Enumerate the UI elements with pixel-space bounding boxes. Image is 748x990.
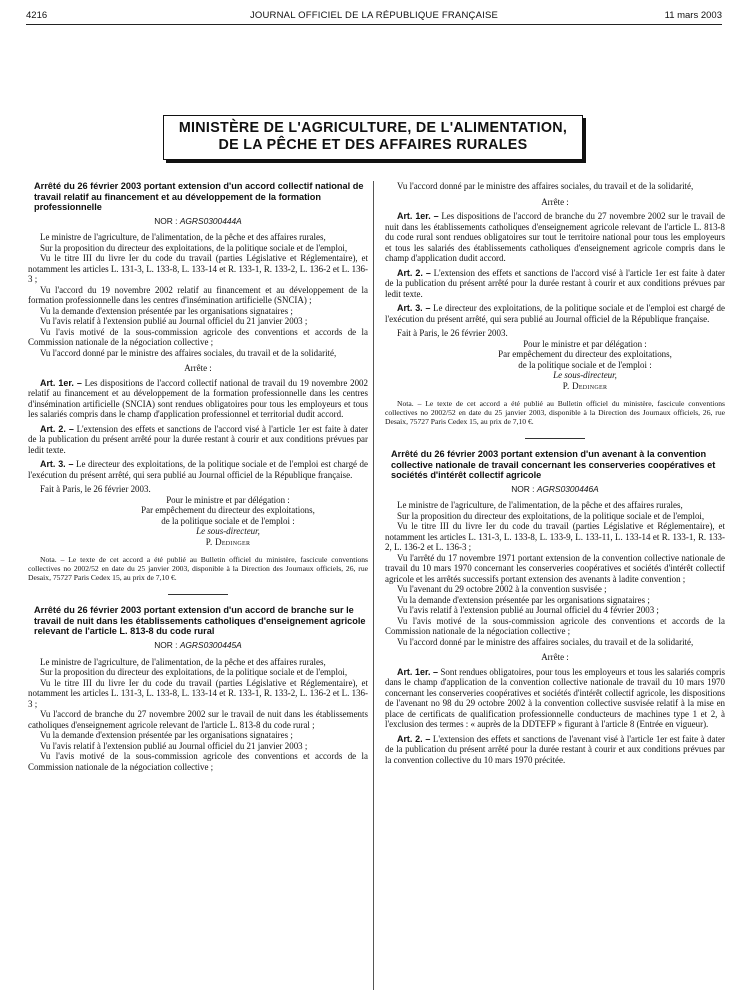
- article-text: Les dispositions de l'accord de branche du 27 novembre 2002 sur le travail de nuit dans les établissements catholiques d'enseignement agricole relevant de l'article L. 813-8 du code rural sont rendues obligatoires sur tout le territoire national pour tous les employeurs et tous les salariés des établissements catholiques d'enseignement agricole compris dans le champ d'application dudit accord.: [385, 211, 725, 263]
- paragraph: Vu la demande d'extension présentée par les organisations signataires ;: [397, 594, 650, 605]
- ministry-line-2: DE LA PÊCHE ET DES AFFAIRES RURALES: [218, 137, 528, 153]
- signatory-name: P. Dedinger: [562, 380, 608, 391]
- paragraph: Vu l'avis motivé de la sous-commission agricole des conventions et accords de la Commission nationale de la négociation collective ;: [28, 326, 368, 348]
- nor-label: NOR :: [511, 483, 537, 494]
- nor-code: AGRS0300446A: [536, 483, 599, 494]
- paragraph: Vu l'avis motivé de la sous-commission agricole des conventions et accords de la Commission nationale de la négociation collective ;: [385, 615, 725, 637]
- article-2: [385, 268, 725, 300]
- arrete-3-title: Arrêté du 26 février 2003 portant extension d'un avenant à la convention collective nationale de travail concernant les conserveries coopératives et sociétés d'intérêt collectif agricole: [391, 449, 716, 481]
- issue-date: 11 mars 2003: [664, 10, 722, 21]
- article-text: L'extension des effets et sanctions de l'accord visé à l'article 1er est faite à dater de la publication du présent arrêté pour la durée restant à courir et aux conditions prévues par ledit texte.: [28, 423, 368, 455]
- signatory-name: P. Dedinger: [205, 536, 251, 547]
- paragraph: Vu l'avis relatif à l'extension publié au Journal officiel du 4 février 2003 ;: [397, 605, 659, 616]
- paragraph: Vu la demande d'extension présentée par les organisations signataires ;: [40, 730, 293, 741]
- signature-line: Par empêchement du directeur des exploitations,: [141, 505, 315, 516]
- nor-code: AGRS0300445A: [179, 640, 242, 651]
- article-text: Le directeur des exploitations, de la politique sociale et de l'emploi est chargé de l'exécution du présent arrêté, qui sera publié au Journal officiel de la République française.: [385, 303, 725, 324]
- paragraph: Vu l'avis relatif à l'extension publié au Journal officiel du 21 janvier 2003 ;: [40, 740, 308, 751]
- paragraph: Vu l'accord donné par le ministre des affaires sociales, du travail et de la solidarité,: [40, 347, 337, 358]
- article-label: Art. 2. –: [397, 267, 431, 278]
- arrete-2: [28, 605, 368, 772]
- arrete-3: [385, 449, 725, 765]
- arrete-heading: Arrête :: [184, 363, 212, 374]
- article-text: L'extension des effets et sanctions de l'accord visé à l'article 1er est faite à dater de la publication du présent arrêté pour la durée restant à courir et aux conditions prévues par ledit texte.: [385, 267, 725, 299]
- article-label: Art. 1er. –: [40, 377, 82, 388]
- left-column: [28, 181, 368, 772]
- paragraph: Vu le titre III du livre Ier du code du travail (parties Législative et Réglementaire), et notamment les articles L. 131-3, L. 133-8, L. 133-9, L. 133-11, L. 133-14 et R. 133-1, R. 133-2, L. 136-2 et L. 136-3 ;: [385, 521, 725, 553]
- paragraph: Vu l'accord donné par le ministre des affaires sociales, du travail et de la solidarité,: [397, 181, 694, 191]
- paragraph: Sur la proposition du directeur des exploitations, de la politique sociale et de l'emploi,: [40, 667, 348, 678]
- article-3: [28, 459, 368, 480]
- paragraph: Sur la proposition du directeur des exploitations, de la politique sociale et de l'emploi,: [397, 510, 705, 521]
- arrete-3-nor: [385, 484, 725, 495]
- paragraph: Le ministre de l'agriculture, de l'alimentation, de la pêche et des affaires rurales,: [40, 232, 326, 243]
- nor-label: NOR :: [154, 215, 180, 226]
- arrete-heading: Arrête :: [541, 196, 569, 207]
- article-1: [28, 378, 368, 420]
- article-2: [28, 424, 368, 456]
- article-label: Art. 3. –: [40, 459, 74, 470]
- right-column: [385, 181, 725, 765]
- arrete-2-nor: [28, 640, 368, 651]
- paragraph: Vu le titre III du livre Ier du code du travail (parties Législative et Réglementaire), et notamment les articles L. 131-3, L. 133-8, L. 133-14 et R. 133-1, R. 133-2, L. 136-2 et L. 136-3 ;: [28, 677, 368, 709]
- paragraph: Vu l'avis motivé de la sous-commission agricole des conventions et accords de la Commission nationale de la négociation collective ;: [28, 751, 368, 772]
- signature-title: Le sous-directeur,: [196, 526, 260, 537]
- arrete-heading: Arrête :: [541, 652, 569, 663]
- signature-place-date: Fait à Paris, le 26 février 2003.: [40, 484, 151, 495]
- nota: Nota. – Le texte de cet accord a été publié au Bulletin officiel du ministère, fascicule conventions collectives no 2002/52 en date du 25 janvier 2003, disponible à la Direction des Journaux officiels, 26, rue Desaix, 75727 Paris Cedex 15, au prix de 7,10 €.: [385, 399, 725, 426]
- arrete-2-continued: [385, 181, 725, 426]
- paragraph: Vu le titre III du livre Ier du code du travail (parties Législative et Réglementaire), et notamment les articles L. 131-3, L. 133-8, L. 133-14 et R. 133-1, R. 133-2, L. 136-2 et L. 136-3 ;: [28, 253, 368, 285]
- paragraph: Le ministre de l'agriculture, de l'alimentation, de la pêche et des affaires rurales,: [40, 656, 326, 667]
- arrete-2-title: Arrêté du 26 février 2003 portant extension d'un accord de branche sur le travail de nuit dans les établissements catholiques d'enseignement agricole relevant de l'article L. 813-8 du code rural: [34, 605, 366, 637]
- signature-line: de la politique sociale et de l'emploi :: [518, 359, 652, 370]
- ministry-line-1: MINISTÈRE DE L'AGRICULTURE, DE L'ALIMENTATION,: [178, 120, 568, 136]
- signature-line: Pour le ministre et par délégation :: [523, 338, 647, 349]
- article-text: Le directeur des exploitations, de la politique sociale et de l'emploi est chargé de l'exécution du présent arrêté, qui sera publié au Journal officiel de la République française.: [28, 459, 368, 480]
- nota: Nota. – Le texte de cet accord a été publié au Bulletin officiel du ministère, fascicule conventions collectives no 2002/52 en date du 25 janvier 2003, disponible à la Direction des Journaux officiels, 26, rue Desaix, 75727 Paris Cedex 15, au prix de 7,10 €.: [28, 555, 368, 583]
- article-label: Art. 2. –: [40, 423, 74, 434]
- article-label: Art. 3. –: [397, 303, 431, 313]
- article-text: Sont rendues obligatoires, pour tous les employeurs et tous les salariés compris dans le champ d'application de la convention collective nationale de travail du 10 mars 1970 concernant les conserveries coopératives et sociétés d'intérêt collectif agricole, les dispositions de l'avenant no 98 du 29 octobre 2002 à la convention collective susvisée relatif à la mise en place de certificats de qualification professionnelle conducteurs de machines type 1 et 2, à l'exclusion des termes : « auprès de la DDTEFP » figurant à l'article 8 (Entrée en vigueur).: [385, 666, 725, 730]
- section-separator: [168, 594, 228, 595]
- section-separator: [525, 438, 585, 439]
- paragraph: Vu l'accord de branche du 27 novembre 2002 sur le travail de nuit dans les établissements catholiques d'enseignement agricole relevant de l'article L. 813-8 du code rural ;: [28, 709, 368, 730]
- paragraph: Vu l'accord donné par le ministre des affaires sociales, du travail et de la solidarité,: [397, 636, 694, 647]
- arrete-1-nor: [28, 216, 368, 227]
- column-divider: [373, 181, 374, 990]
- arrete-1-title: Arrêté du 26 février 2003 portant extension d'un accord collectif national de travail relatif au financement et au développement de la formation professionnelle: [34, 181, 364, 213]
- header-rule: [26, 24, 722, 25]
- signature-line: Pour le ministre et par délégation :: [166, 494, 290, 505]
- article-label: Art. 1er. –: [397, 666, 439, 677]
- nor-label: NOR :: [154, 640, 180, 651]
- article-label: Art. 1er. –: [397, 211, 439, 221]
- paragraph: Vu l'arrêté du 17 novembre 1971 portant extension de la convention collective nationale de travail du 10 mars 1970 concernant les conserveries coopératives et sociétés d'intérêt collectif agricole et les arrêtés successifs portant extension des avenants à ladite convention ;: [385, 552, 725, 584]
- article-3: [385, 303, 725, 324]
- article-1: [385, 211, 725, 264]
- ministry-box: [163, 115, 583, 160]
- paragraph: Vu l'avis relatif à l'extension publié au Journal officiel du 21 janvier 2003 ;: [40, 316, 308, 327]
- signature-line: de la politique sociale et de l'emploi :: [161, 515, 295, 526]
- article-2: [385, 734, 725, 766]
- page-number: 4216: [26, 10, 48, 21]
- paragraph: Sur la proposition du directeur des exploitations, de la politique sociale et de l'emploi,: [40, 242, 348, 253]
- page-header: [26, 7, 722, 23]
- article-label: Art. 2. –: [397, 733, 431, 744]
- paragraph: Vu l'accord du 19 novembre 2002 relatif au financement et au développement de la formation professionnelle dans les centres d'insémination artificielle (SNCIA) ;: [28, 284, 368, 306]
- paragraph: Le ministre de l'agriculture, de l'alimentation, de la pêche et des affaires rurales,: [397, 500, 683, 511]
- paragraph: Vu la demande d'extension présentée par les organisations signataires ;: [40, 305, 293, 316]
- article-text: Les dispositions de l'accord collectif national de travail du 19 novembre 2002 relatif au financement et au développement de la formation professionnelle dans les centres d'insémination artificielle (SNCIA) sont rendues obligatoires pour tous les employeurs et tous les salariés compris dans le champ d'application professionnel et territorial dudit accord.: [28, 377, 368, 420]
- paragraph: Vu l'avenant du 29 octobre 2002 à la convention susvisée ;: [397, 584, 607, 595]
- journal-title: JOURNAL OFFICIEL DE LA RÉPUBLIQUE FRANÇAISE: [249, 10, 499, 21]
- signature-title: Le sous-directeur,: [553, 370, 617, 380]
- article-text: L'extension des effets et sanctions de l'avenant visé à l'article 1er est faite à dater de la publication du présent arrêté pour la durée restant à courir et aux conditions prévues par la convention collective du 10 mars 1970 précitée.: [385, 733, 725, 765]
- nor-code: AGRS0300444A: [179, 215, 242, 226]
- article-1: [385, 667, 725, 730]
- signature-place-date: Fait à Paris, le 26 février 2003.: [397, 328, 508, 338]
- arrete-1: [28, 181, 368, 582]
- signature-line: Par empêchement du directeur des exploitations,: [498, 349, 672, 359]
